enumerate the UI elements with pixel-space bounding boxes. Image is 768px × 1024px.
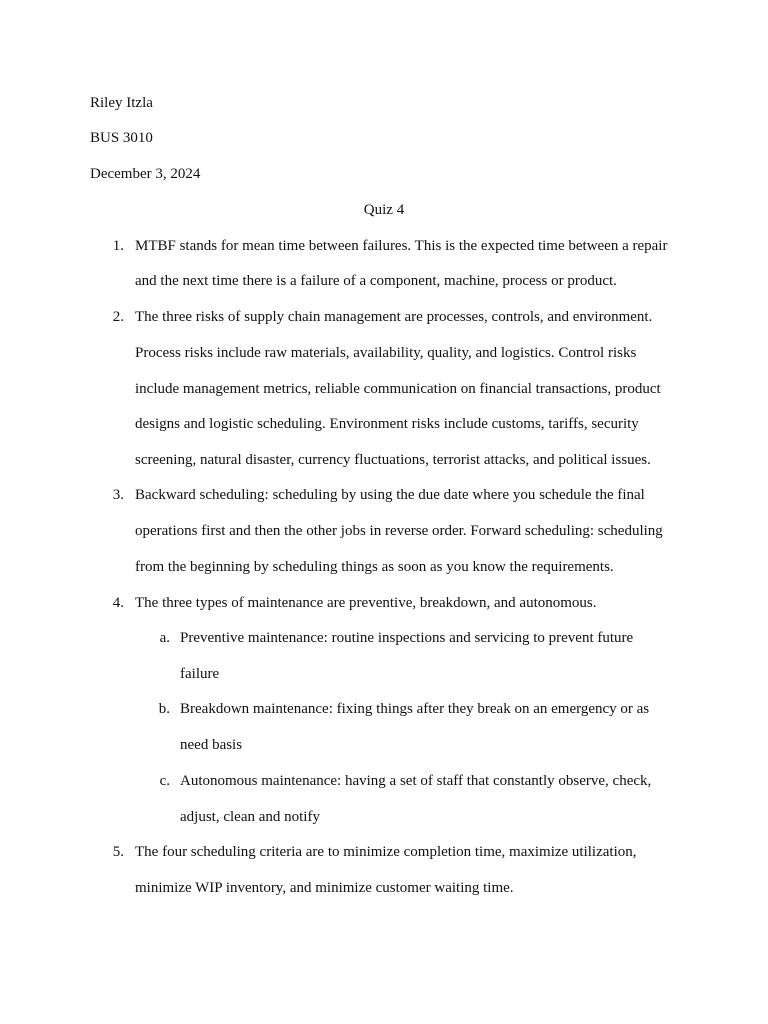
list-marker: 5. <box>112 844 124 860</box>
sublist-marker: b. <box>158 701 170 717</box>
list-item-line: The three risks of supply chain management are processes, controls, and environment. <box>135 309 653 325</box>
sublist-item-line: failure <box>180 666 220 682</box>
list-item-line: screening, natural disaster, currency fluctuations, terrorist attacks, and political issues. <box>135 452 651 468</box>
document-title: Quiz 4 <box>363 202 405 218</box>
list-item-line: from the beginning by scheduling things as soon as you know the requirements. <box>135 559 614 575</box>
list-item-line: include management metrics, reliable communication on financial transactions, product <box>135 381 661 397</box>
list-marker: 3. <box>112 487 124 503</box>
course-code: BUS 3010 <box>90 130 153 146</box>
author-name: Riley Itzla <box>90 95 153 111</box>
list-item-line: operations first and then the other jobs in reverse order. Forward scheduling: scheduling <box>135 523 663 539</box>
sublist-item-line: Preventive maintenance: routine inspections and servicing to prevent future <box>180 630 634 646</box>
list-item-line: Process risks include raw materials, availability, quality, and logistics. Control risks <box>135 345 637 361</box>
document-date: December 3, 2024 <box>90 166 201 182</box>
list-item-line: The three types of maintenance are preventive, breakdown, and autonomous. <box>135 595 597 611</box>
sublist-marker: c. <box>159 773 170 789</box>
sublist-item-line: need basis <box>180 737 243 753</box>
list-item-line: and the next time there is a failure of a component, machine, process or product. <box>135 273 617 289</box>
list-marker: 1. <box>112 238 124 254</box>
list-item-line: minimize WIP inventory, and minimize customer waiting time. <box>135 880 514 896</box>
sublist-item-line: Autonomous maintenance: having a set of staff that constantly observe, check, <box>180 773 652 789</box>
list-item-line: designs and logistic scheduling. Environment risks include customs, tariffs, security <box>135 416 639 432</box>
list-marker: 4. <box>112 595 124 611</box>
sublist-item-line: adjust, clean and notify <box>180 809 320 825</box>
list-item-line: The four scheduling criteria are to minimize completion time, maximize utilization, <box>135 844 637 860</box>
list-item-line: Backward scheduling: scheduling by using the due date where you schedule the final <box>135 487 645 503</box>
list-item-line: MTBF stands for mean time between failures. This is the expected time between a repair <box>135 238 668 254</box>
list-marker: 2. <box>112 309 124 325</box>
sublist-marker: a. <box>159 630 170 646</box>
sublist-item-line: Breakdown maintenance: fixing things after they break on an emergency or as <box>180 701 650 717</box>
